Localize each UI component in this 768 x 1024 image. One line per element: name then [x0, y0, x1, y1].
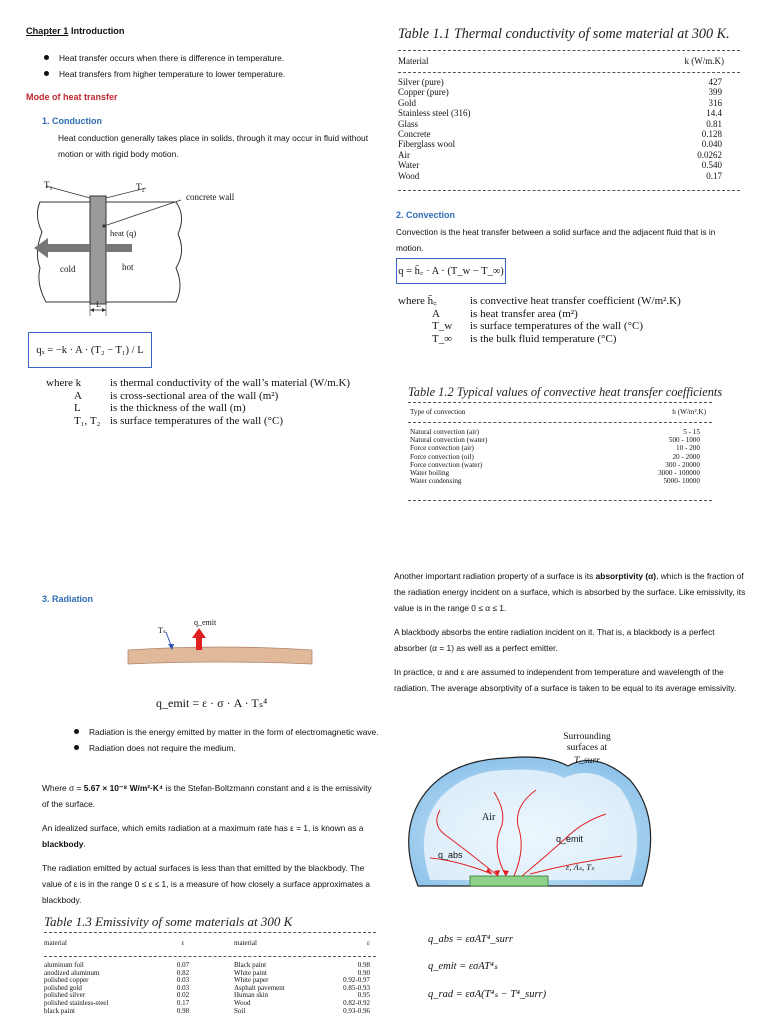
radiation-equation: q_emit = ε · σ · A · Tₛ⁴: [156, 696, 268, 710]
chapter-heading: Chapter 1 Introduction: [26, 26, 125, 36]
table-cell: 500 - 1000: [668, 436, 700, 445]
table-cell: Concrete: [398, 129, 431, 140]
conduction-heading: 1. Conduction: [42, 116, 102, 126]
table-cell: 0.128: [701, 129, 722, 140]
table-cell: Glass: [398, 118, 418, 129]
table-cell: polished copper: [44, 976, 89, 985]
t1-label: T₁: [44, 180, 53, 190]
bullet-icon: [44, 55, 49, 60]
wall-label: concrete wall: [186, 192, 235, 202]
qemit-label: q_emit: [194, 618, 217, 627]
table-cell: Human skin: [234, 991, 269, 1000]
table-cell: Water: [398, 160, 420, 171]
where-row: T_∞ is the bulk fluid temperature (°C): [432, 332, 617, 345]
surroundings-label: Surrounding surfaces at: [563, 732, 611, 753]
table3: [44, 962, 370, 1015]
table-row: [410, 453, 700, 461]
table3-header-rule: [44, 956, 376, 957]
table-cell: Soil: [234, 1006, 246, 1015]
table3-header: material ε material ε: [44, 939, 370, 947]
table-cell: Force convection (water): [410, 460, 483, 469]
table-row: [398, 160, 722, 170]
table-cell: Air: [398, 149, 410, 160]
table-cell: 0.95: [357, 991, 370, 1000]
table-row: [398, 77, 722, 87]
table-cell: 20 - 2000: [672, 452, 700, 461]
table1-header: Material k (W/m.K): [398, 56, 724, 66]
table-row: [398, 119, 722, 129]
where-row: A is heat transfer area (m²): [432, 307, 578, 320]
table-cell: Water condensing: [410, 477, 462, 486]
table-cell: Water boiling: [410, 469, 450, 478]
table-row: [410, 469, 700, 477]
table-cell: Stainless steel (316): [398, 108, 471, 119]
radiation-figure: [120, 620, 320, 680]
table-cell: 0.17: [706, 170, 722, 181]
hot-label: hot: [122, 262, 134, 272]
table-cell: 0.98: [176, 1006, 190, 1015]
table-cell: 0.0262: [697, 149, 722, 160]
table-cell: 0.92-0.97: [343, 976, 370, 985]
table-row: [44, 1000, 370, 1008]
table2-title: Table 1.2 Typical values of convective heat transfer coefficients: [408, 385, 723, 399]
table-cell: Wood: [234, 998, 251, 1007]
table-row: [398, 108, 722, 118]
table-cell: 5 - 15: [683, 428, 700, 436]
convection-text: Convection is the heat transfer between a solid surface and the adjacent fluid that is in motion.: [396, 227, 716, 253]
surface-plate: [470, 876, 548, 886]
bullet-item: Heat transfers from higher temperature to lower temperature.: [44, 66, 364, 82]
bullet-item: Heat transfer occurs when there is difference in temperature.: [44, 50, 364, 66]
table-row: [398, 171, 722, 181]
table-row: [398, 98, 722, 108]
table-cell: Wood: [398, 170, 420, 181]
table-cell: 0.90: [357, 968, 370, 977]
blackbody-definition: An idealized surface, which emits radiation at a maximum rate has ε = 1, is known as a blackbody.: [42, 823, 364, 849]
where-row: L is the thickness of the wall (m): [74, 402, 246, 415]
conduction-where-table: [46, 377, 376, 427]
table-cell: White paper: [234, 976, 269, 985]
table-row: [410, 444, 700, 452]
table-cell: 0.17: [176, 998, 190, 1007]
table2-header: Type of convection h (W/m².K): [410, 408, 706, 416]
table-cell: 3000 - 100000: [658, 469, 700, 478]
emitted-equation: q_emit = εσAT⁴ₛ: [428, 961, 498, 972]
table-cell: Silver (pure): [398, 77, 444, 87]
table-row: [398, 139, 722, 149]
t2-label: T₂: [136, 182, 145, 192]
bullet-icon: [74, 745, 79, 750]
intro-bullets: [44, 50, 364, 82]
table-cell: 0.98: [357, 961, 370, 969]
tsurr-label: T_surr: [574, 756, 600, 766]
absorbed-equation: q_abs = εσAT⁴_surr: [428, 934, 514, 945]
convection-equation: q = h̄꜀ · A · (T_w − T_∞): [396, 258, 506, 284]
conduction-equation: qₓ = −k · A · (T₂ − T₁) / L: [28, 332, 152, 368]
mode-heading: Mode of heat transfer: [26, 92, 118, 102]
absorptivity-text: Another important radiation property of a surface is its absorptivity (α), which is the fraction of the radiation energy incident on a surface, which is absorbed by the surface. Like emissivity, its value is in the range 0 ≤ α ≤ 1.: [394, 571, 746, 613]
heat-label: heat (q): [110, 228, 137, 238]
table-cell: 0.81: [706, 118, 722, 129]
table-cell: Fiberglass wool: [398, 139, 456, 150]
wall: [90, 196, 106, 304]
table2: [410, 428, 700, 485]
table3-top-rule: [44, 932, 376, 933]
bullet-icon: [74, 729, 79, 734]
table-cell: Natural convection (air): [410, 428, 480, 436]
emit-arrow-icon: [192, 628, 206, 638]
table-cell: White paint: [234, 968, 267, 977]
table-cell: 399: [708, 87, 722, 98]
table-cell: Asphalt pavement: [234, 983, 285, 992]
convection-where-table: [398, 295, 742, 345]
table-cell: aluminum foil: [44, 961, 84, 969]
table-cell: 0.03: [176, 976, 190, 985]
ts-label: Tₛ: [158, 626, 166, 635]
table-row: [410, 461, 700, 469]
table-cell: 5000- 10000: [663, 477, 700, 486]
net-radiation-equation: q_rad = εσA(T⁴ₛ − T⁴_surr): [428, 989, 547, 1000]
table1: [398, 77, 722, 181]
table-cell: polished silver: [44, 991, 86, 1000]
table-row: [398, 129, 722, 139]
table3-title: Table 1.3 Emissivity of some materials at 300 K: [44, 914, 293, 929]
convection-heading: 2. Convection: [396, 210, 456, 220]
table-row: [410, 436, 700, 444]
table-cell: polished gold: [44, 983, 82, 992]
table-row: [44, 977, 370, 985]
table-row: [410, 428, 700, 436]
radiation-heading: 3. Radiation: [42, 594, 94, 604]
table-cell: 0.85-0.93: [343, 983, 370, 992]
table2-top-rule: [408, 402, 712, 403]
table1-top-rule: [398, 50, 740, 51]
table-cell: 0.93-0.96: [343, 1006, 370, 1015]
where-row: where h̄꜀ is convective heat transfer coefficient (W/m².K): [398, 295, 681, 307]
table1-title: Table 1.1 Thermal conductivity of some material at 300 K.: [398, 26, 730, 42]
table2-bottom-rule: [408, 500, 712, 501]
air-label: Air: [482, 812, 496, 823]
table-row: [44, 1008, 370, 1016]
table-cell: 316: [708, 97, 722, 108]
blackbody-absorber-text: A blackbody absorbs the entire radiation incident on it. That is, a blackbody is a perfect absorber (α = 1) as well as a perfect emitter.: [394, 627, 715, 653]
surroundings-figure: [396, 730, 686, 896]
table-row: [398, 87, 722, 97]
where-row: T₁, T₂ is surface temperatures of the wall (°C): [74, 414, 283, 427]
table-row: [410, 477, 700, 485]
table1-header-rule: [398, 72, 740, 73]
table-cell: 0.82-0.92: [343, 998, 370, 1007]
table-cell: 0.07: [176, 961, 190, 969]
table-cell: Force convection (air): [410, 444, 474, 453]
table-cell: 0.02: [176, 991, 190, 1000]
where-row: A is cross-sectional area of the wall (m²): [74, 389, 279, 402]
where-row: where k is thermal conductivity of the wall’s material (W/m.K): [46, 377, 351, 389]
table-cell: 14.4: [706, 108, 722, 119]
table-row: [44, 970, 370, 978]
practice-text: In practice, α and ε are assumed to independent from temperature and wavelength of the radiation. The average absorptivity of a surface is taken to be equal to its average emissivity.: [394, 667, 737, 693]
radiation-bullets: [74, 724, 384, 756]
table-cell: anodized aluminum: [44, 968, 100, 977]
bullet-icon: [44, 71, 49, 76]
stefan-boltzmann-text: Where σ = 5.67 × 10⁻⁸ W/m²·K⁴ is the Stefan-Boltzmann constant and ε is the emissivity of the surface.: [42, 783, 372, 809]
table-cell: polished stainless-steel: [44, 998, 109, 1007]
bullet-item: Radiation does not require the medium.: [74, 740, 384, 756]
table-cell: Copper (pure): [398, 87, 449, 98]
actual-surface-text: The radiation emitted by actual surfaces is less than that emitted by the blackbody. The value of ε is in the range 0 ≤ ε ≤ 1, is a measure of how closely a surface approximates a blackbody.: [42, 863, 371, 905]
table-cell: 0.82: [176, 968, 190, 977]
table2-header-rule: [408, 422, 712, 423]
table-cell: Natural convection (water): [410, 436, 488, 445]
qemit-fig-label: q_emit: [556, 834, 584, 844]
surface-props-label: ε, Aₛ, Tₛ: [566, 862, 595, 872]
bullet-item: Radiation is the energy emitted by matter in the form of electromagnetic wave.: [74, 724, 384, 740]
cold-label: cold: [60, 264, 76, 274]
table-cell: 10 - 200: [676, 444, 700, 453]
conduction-text: Heat conduction generally takes place in solids, through it may occur in fluid without motion or with rigid body motion.: [58, 133, 369, 159]
length-label: L: [96, 300, 101, 309]
where-row: T_w is surface temperatures of the wall (°C): [432, 320, 643, 333]
table-cell: 427: [708, 77, 722, 87]
table-cell: 0.03: [176, 983, 190, 992]
qabs-fig-label: q_abs: [438, 850, 463, 860]
table-row: [398, 150, 722, 160]
table-row: [44, 985, 370, 993]
table-cell: 0.540: [701, 160, 722, 171]
table-cell: black paint: [44, 1006, 75, 1015]
table-cell: Gold: [398, 97, 416, 108]
table-cell: 300 - 20000: [665, 460, 700, 469]
table-cell: Force convection (oil): [410, 452, 474, 461]
table-cell: 0.040: [701, 139, 722, 150]
table-cell: Black paint: [234, 961, 267, 969]
table1-bottom-rule: [398, 190, 740, 191]
